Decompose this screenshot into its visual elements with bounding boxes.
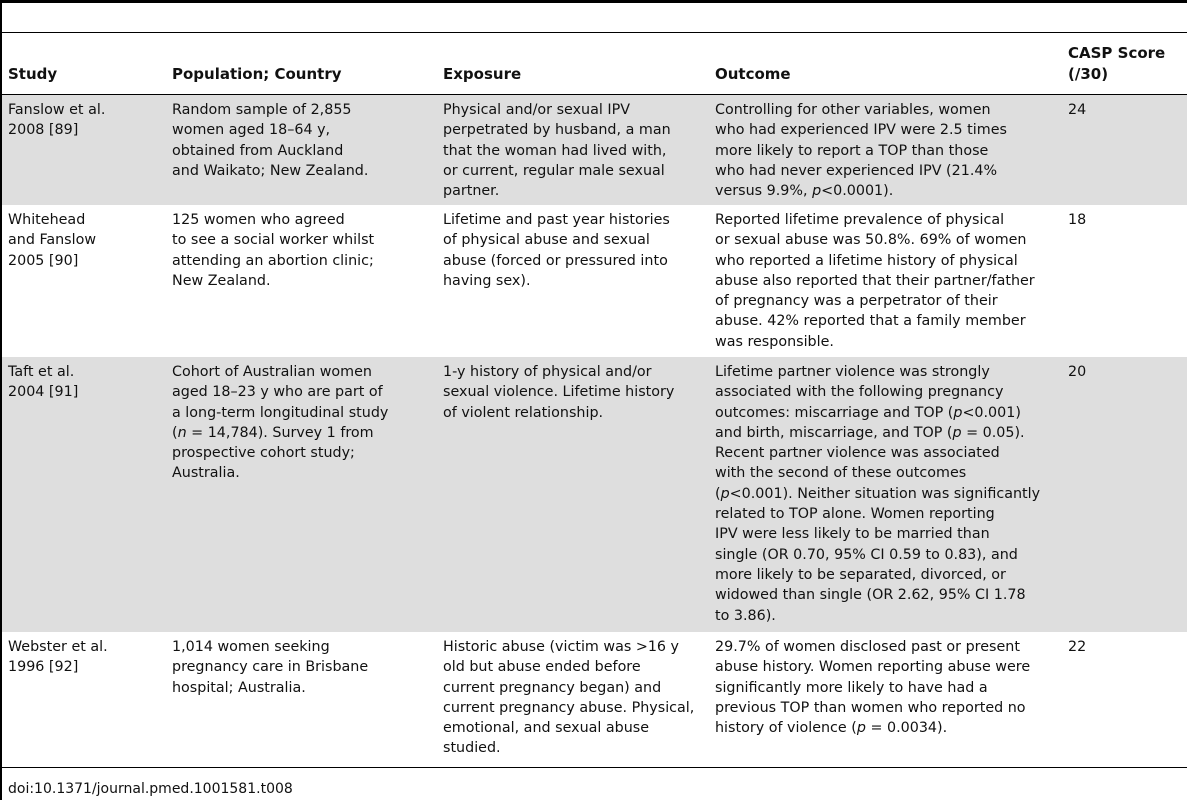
- table-row: [2, 95, 1187, 205]
- cell-score: 24: [1068, 102, 1087, 118]
- cell-score: 22: [1068, 639, 1087, 655]
- cell-outcome: Reported lifetime prevalence of physical or sexual abuse was 50.8%. 69% of women who reported a lifetime history of physical abuse also reported that their partner/father of pregnancy was a perpetrator of their abuse. 42% reported that a family member was responsible.: [715, 212, 1035, 350]
- table-row: [2, 632, 1187, 767]
- table-header: [0, 33, 1187, 93]
- cell-study: Fanslow et al. 2008 [89]: [8, 102, 106, 139]
- table-row: [2, 205, 1187, 357]
- header-exposure: Exposure: [443, 65, 522, 83]
- cell-study: Whitehead and Fanslow 2005 [90]: [8, 212, 97, 269]
- cell-study: Webster et al. 1996 [92]: [8, 639, 108, 676]
- doi-footer: doi:10.1371/journal.pmed.1001581.t008: [8, 781, 293, 797]
- cell-exposure: Lifetime and past year histories of physical abuse and sexual abuse (forced or pressured into having sex).: [443, 212, 670, 289]
- header-casp-max: (/30): [1068, 65, 1109, 83]
- cell-score: 20: [1068, 364, 1087, 380]
- header-outcome: Outcome: [715, 65, 791, 83]
- cell-exposure: Historic abuse (victim was >16 y old but abuse ended before current pregnancy began) and current pregnancy abuse. Physical, emotional, and sexual abuse studied.: [443, 639, 695, 757]
- top-rule: [0, 0, 1187, 3]
- cell-outcome: 29.7% of women disclosed past or present abuse history. Women reporting abuse were significantly more likely to have had a previous TOP than women who reported no history of violence (p = 0.0034).: [715, 639, 1031, 737]
- table-row: [2, 357, 1187, 632]
- cell-population: 1,014 women seeking pregnancy care in Brisbane hospital; Australia.: [172, 639, 369, 696]
- cell-population: 125 women who agreed to see a social worker whilst attending an abortion clinic; New Zealand.: [172, 212, 375, 289]
- cell-outcome: Controlling for other variables, women who had experienced IPV were 2.5 times more likely to report a TOP than those who had never experienced IPV (21.4% versus 9.9%, p<0.0001).: [715, 102, 1007, 200]
- cell-population: Random sample of 2,855 women aged 18–64 y, obtained from Auckland and Waikato; New Zealand.: [172, 102, 369, 179]
- table-bottom-rule: [0, 767, 1187, 768]
- cell-outcome: Lifetime partner violence was strongly associated with the following pregnancy outcomes: miscarriage and TOP (p<0.001) and birth, miscarriage, and TOP (p = 0.05). Recent partner violence was associated with the second of these outcomes (p<0.001). Neither situation was significantly related to TOP alone. Women reporting IPV were less likely to be married than single (OR 0.70, 95% CI 0.59 to 0.83), and more likely to be separated, divorced, or widowed than single (OR 2.62, 95% CI 1.78 to 3.86).: [715, 364, 1041, 624]
- cell-score: 18: [1068, 212, 1087, 228]
- cell-exposure: Physical and/or sexual IPV perpetrated by husband, a man that the woman had lived with, or current, regular male sexual partner.: [443, 102, 671, 200]
- header-study: Study: [8, 65, 58, 83]
- header-casp-score: CASP Score: [1068, 44, 1166, 62]
- cell-population: Cohort of Australian women aged 18–23 y who are part of a long-term longitudinal study (n = 14,784). Survey 1 from prospective cohort study; Australia.: [172, 364, 389, 482]
- cell-study: Taft et al. 2004 [91]: [8, 364, 79, 401]
- cell-exposure: 1-y history of physical and/or sexual violence. Lifetime history of violent relationship.: [443, 364, 675, 421]
- header-population: Population; Country: [172, 65, 342, 83]
